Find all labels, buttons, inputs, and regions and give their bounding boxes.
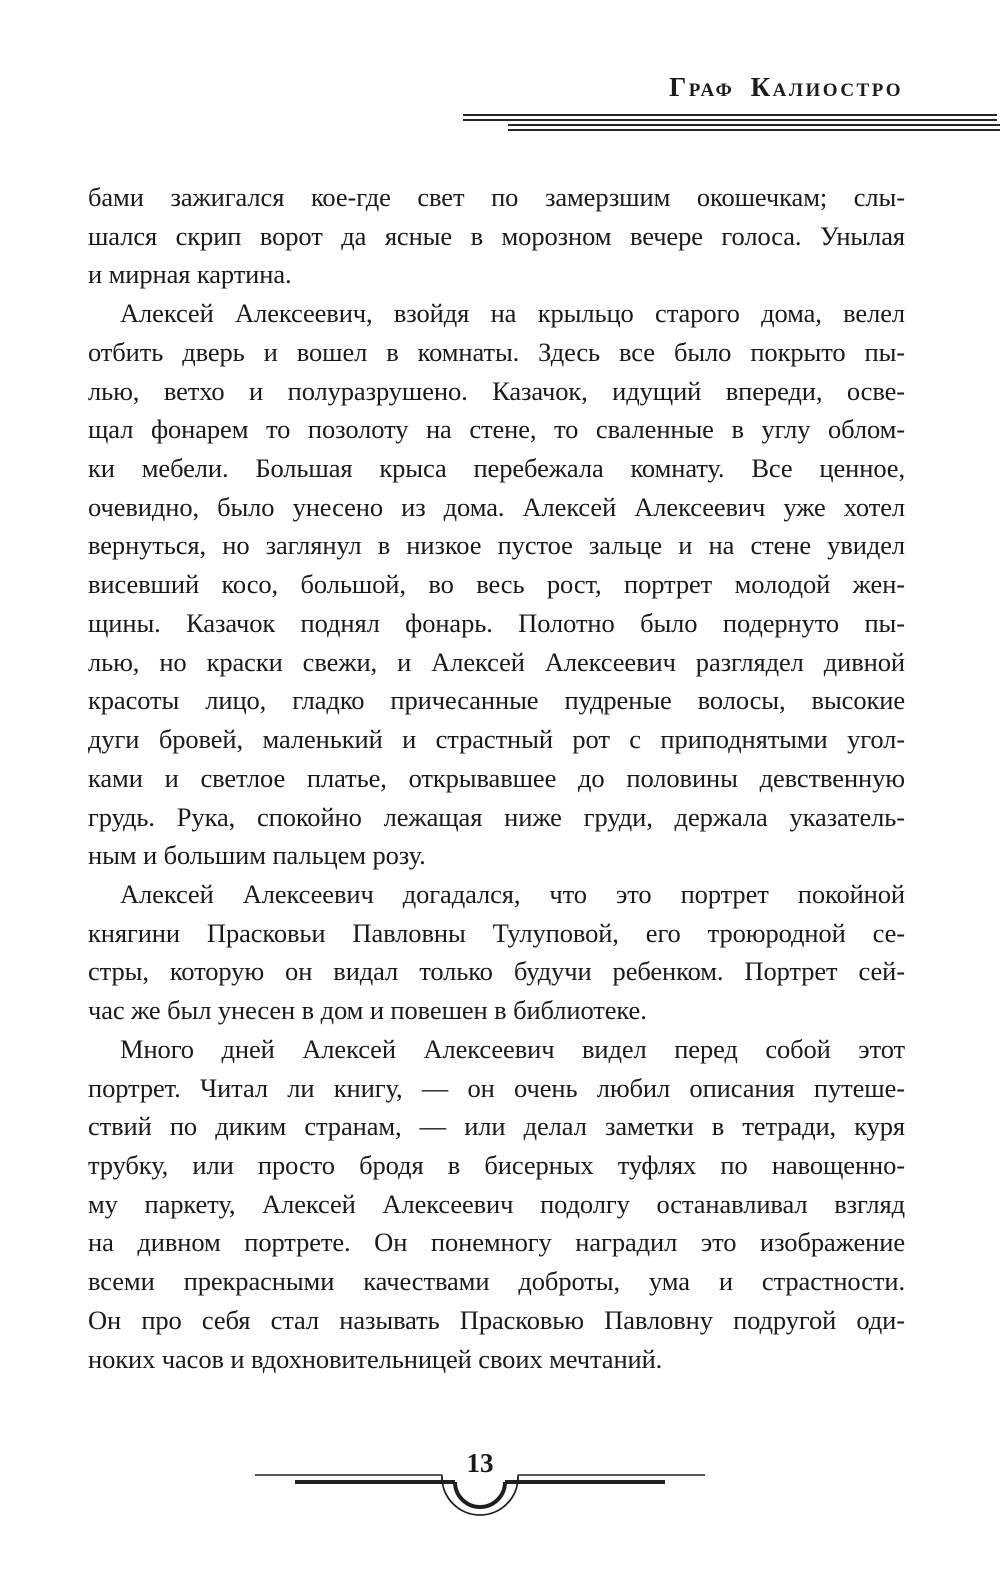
text-line: на дивном портрете. Он понемногу наградил это изображение [88, 1227, 905, 1258]
text-line: лью, ветхо и полуразрушено. Казачок, идущий впереди, осве- [88, 375, 905, 406]
text-line: красоты лицо, гладко причесанные пудреные волосы, высокие [88, 685, 905, 716]
text-line: портрет. Читал ли книгу, — он очень любил описания путеше- [88, 1072, 905, 1103]
text-line: стры, которую он видал только будучи ребенком. Портрет сей- [88, 956, 905, 987]
text-line: отбить дверь и вошел в комнаты. Здесь все было покрыто пы- [88, 336, 905, 367]
text-line: и мирная картина. [88, 259, 292, 290]
text-line: ствий по диким странам, — или делал заметки в тетради, куря [88, 1111, 905, 1142]
text-line: княгини Прасковьи Павловны Тулуповой, его троюродной се- [88, 917, 905, 948]
header-rule-bottom [508, 124, 1000, 131]
text-line: щал фонарем то позолоту на стене, то сваленные в углу облом- [88, 414, 905, 445]
text-line: очевидно, было унесено из дома. Алексей Алексеевич уже хотел [88, 491, 905, 522]
footer-ornament [230, 1468, 730, 1528]
header-rule-top [463, 114, 997, 121]
text-line: висевший косо, большой, во весь рост, портрет молодой жен- [88, 569, 905, 600]
page-number: 13 [466, 1448, 494, 1478]
text-line: ки мебели. Большая крыса перебежала комнату. Все ценное, [88, 453, 905, 484]
text-line: му паркету, Алексей Алексеевич подолгу останавливал взгляд [88, 1188, 905, 1219]
text-line: Алексей Алексеевич догадался, что это портрет покойной [120, 878, 905, 909]
text-line: шался скрип ворот да ясные в морозном вечере голоса. Унылая [88, 220, 905, 251]
text-line: час же был унесен в дом и повешен в библиотеке. [88, 995, 647, 1026]
text-line: ками и светлое платье, открывавшее до половины девственную [88, 762, 905, 793]
text-line: лью, но краски свежи, и Алексей Алексеевич разглядел дивной [88, 646, 905, 677]
text-line: Он про себя стал называть Прасковью Павловну подругой оди- [88, 1304, 905, 1335]
text-line: ноких часов и вдохновительницей своих мечтаний. [88, 1343, 663, 1374]
text-line: дуги бровей, маленький и страстный рот с приподнятыми угол- [88, 724, 905, 755]
text-line: грудь. Рука, спокойно лежащая ниже груди, держала указатель- [88, 801, 905, 832]
text-line: щины. Казачок поднял фонарь. Полотно было подернуто пы- [88, 607, 905, 638]
text-line: Много дней Алексей Алексеевич видел перед собой этот [120, 1033, 905, 1064]
body-text [88, 178, 905, 1378]
text-line: бами зажигался кое-где свет по замерзшим окошечкам; слы- [88, 182, 905, 212]
text-line: Алексей Алексеевич, взойдя на крыльцо старого дома, велел [120, 298, 905, 329]
running-head-title: Граф Калиостро [669, 72, 903, 102]
text-line: всеми прекрасными качествами доброты, ума и страстности. [88, 1266, 905, 1297]
text-line: вернуться, но заглянул в низкое пустое зальце и на стене увидел [88, 530, 905, 561]
text-line: трубку, или просто бродя в бисерных туфлях по навощенно- [88, 1149, 905, 1180]
text-line: ным и большим пальцем розу. [88, 840, 426, 871]
